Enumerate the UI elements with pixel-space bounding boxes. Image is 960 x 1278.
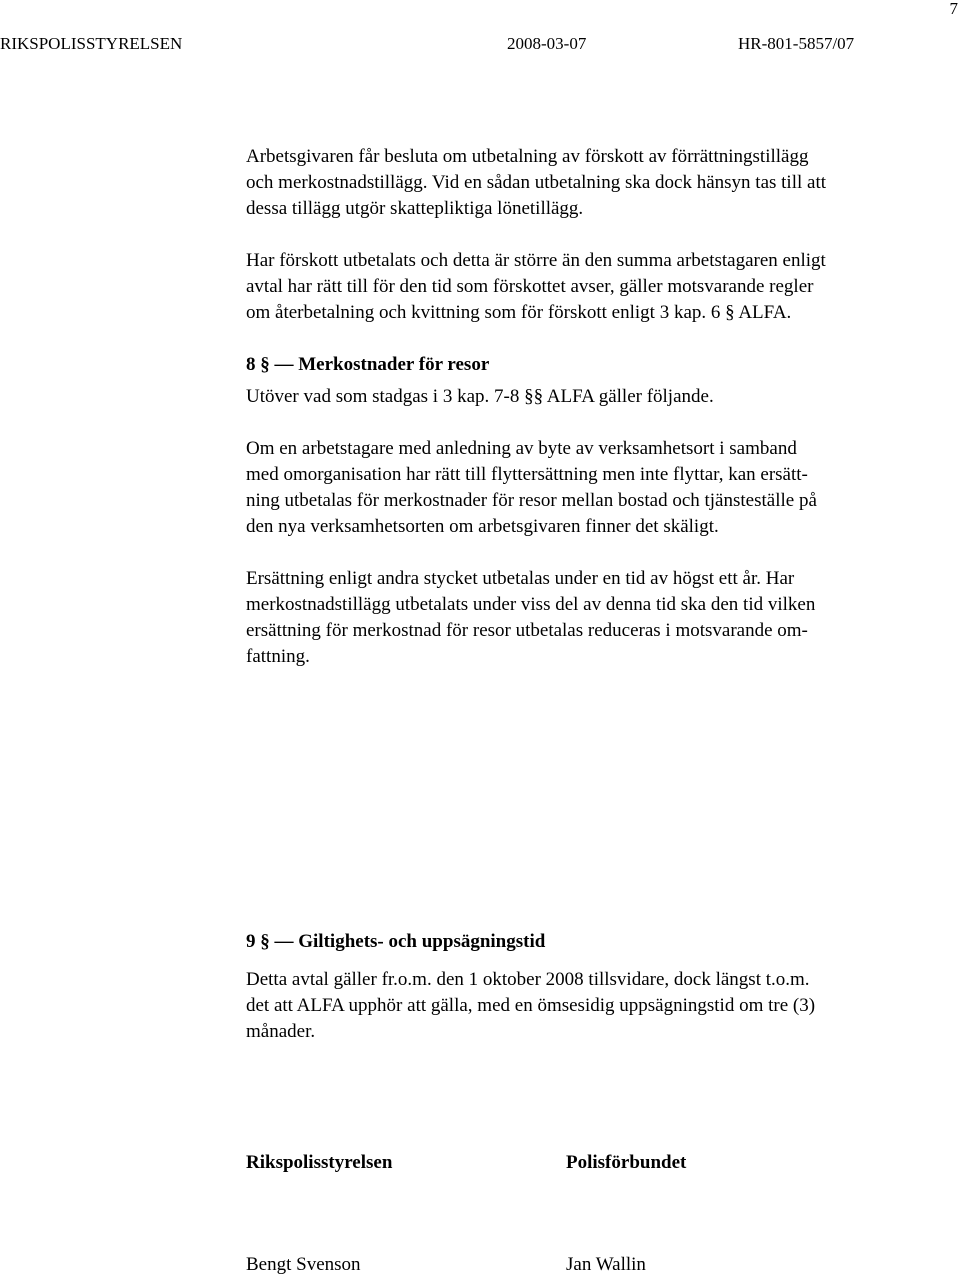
page-number: 7 <box>949 0 958 18</box>
signature-org-right: Polisförbundet <box>566 1152 687 1173</box>
signature-name-left: Bengt Svenson <box>246 1254 361 1275</box>
header-organization: RIKSPOLISSTYRELSEN <box>0 34 183 53</box>
signature-name-right: Jan Wallin <box>566 1254 646 1275</box>
header-date: 2008-03-07 <box>507 34 587 53</box>
paragraph-validity: Detta avtal gäller fr.o.m. den 1 oktober 2008 tillsvidare, dock längst t.o.m. det att ALFA upphör att gälla, med en ömsesidig uppsägningstid om tre (3) månader. <box>246 969 816 1042</box>
header-reference: HR-801-5857/07 <box>738 34 855 53</box>
paragraph-repayment: Har förskott utbetalats och detta är större än den summa arbetstagaren enligt avtal har rätt till för den tid som förskottet avser, gäller motsvarande regler om återbetalning och kvittning som för förskott enligt 3 kap. 6 § ALFA. <box>246 250 826 323</box>
paragraph-section-8-intro: Utöver vad som stadgas i 3 kap. 7-8 §§ ALFA gäller följande. <box>246 386 714 407</box>
paragraph-relocation: Om en arbetstagare med anledning av byte av verksamhetsort i samband med omorganisation har rätt till flyttersättning men inte flyttar, kan ersätt- ning utbetalas för merkostnader för resor mellan bostad och tjänsteställe på den nya verksamhetsorten om arbetsgivaren finner det skäligt. <box>246 438 817 537</box>
section-8-heading: 8 § — Merkostnader för resor <box>246 354 490 375</box>
signature-org-left: Rikspolisstyrelsen <box>246 1152 393 1173</box>
section-9-heading: 9 § — Giltighets- och uppsägningstid <box>246 931 546 952</box>
document-body <box>246 144 936 670</box>
paragraph-advance-payment: Arbetsgivaren får besluta om utbetalning av förskott av förrättningstillägg och merkostnadstillägg. Vid en sådan utbetalning ska dock hänsyn tas till att dessa tillägg utgör skattepliktiga lönetillägg. <box>246 146 827 219</box>
paragraph-compensation-period: Ersättning enligt andra stycket utbetalas under en tid av högst ett år. Har merkostnadstillägg utbetalats under viss del av denna tid ska den tid vilken ersättning för merkostnad för resor utbetalas reduceras i motsvarande om- fattning. <box>246 568 816 667</box>
